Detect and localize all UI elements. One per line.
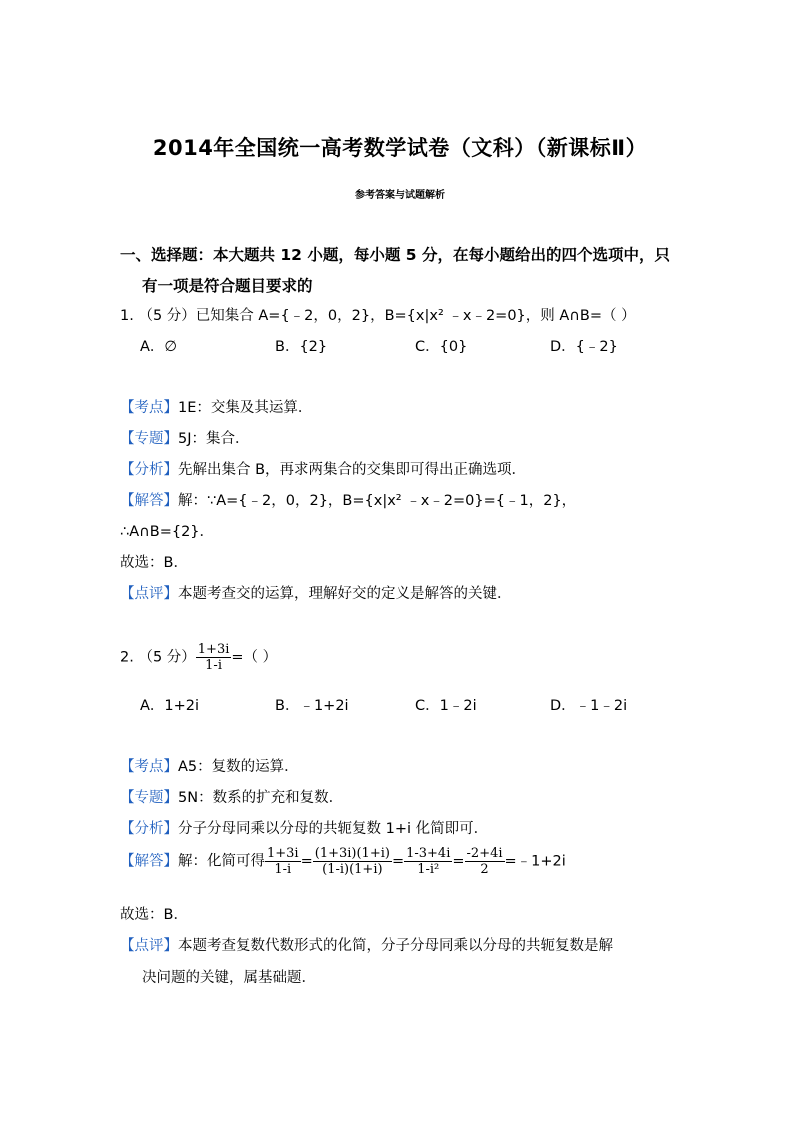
q2-f2-denominator: (1-i)(1+i) <box>322 862 383 877</box>
q1-stem: 1. （5 分）已知集合 A={﹣2，0，2}，B={x|x² ﹣x﹣2=0}，则 A∩B=（ ） <box>120 308 636 324</box>
q2-eq-1: = <box>300 853 313 870</box>
q2-f2-numerator: (1+3i)(1+i) <box>314 846 390 861</box>
q1-kaodian-tag: 【考点】 <box>120 400 178 416</box>
section-heading <box>120 240 700 302</box>
q1-answer: 故选：B． <box>120 555 188 571</box>
q2-stem-prefix: 2. （5 分） <box>120 649 196 666</box>
q2-jieda-prefix: 解：化简可得 <box>178 853 265 870</box>
q2-option-c: C．1﹣2i <box>415 698 477 714</box>
q1-option-b: B．{2} <box>275 339 328 355</box>
q1-option-c: C．{0} <box>415 339 468 355</box>
q1-fenxi-text: 先解出集合 B，再求两集合的交集即可得出正确选项． <box>178 462 527 478</box>
q2-f1-denominator: 1-i <box>274 862 292 877</box>
q2-option-a: A．1+2i <box>140 698 200 714</box>
q2-answer: 故选：B． <box>120 907 188 923</box>
q2-option-b: B．﹣1+2i <box>275 698 349 714</box>
q2-dianping <box>120 934 613 955</box>
q2-dianping-text: 本题考查复数代数形式的化简，分子分母同乘以分母的共轭复数是解 <box>178 938 613 954</box>
q2-zhuanti-text: 5N：数系的扩充和复数． <box>178 790 344 806</box>
q2-fraction-numerator: 1+3i <box>197 642 230 657</box>
q2-zhuanti <box>120 786 343 807</box>
q2-fraction <box>196 642 232 673</box>
q1-fenxi <box>120 458 526 479</box>
q1-jieda-line2: ∴A∩B={2}． <box>120 524 215 540</box>
q2-fenxi-text: 分子分母同乘以分母的共轭复数 1+i 化简即可． <box>178 821 489 837</box>
q2-jieda-fraction-2 <box>313 846 392 877</box>
q1-jieda-text: 解：∵A={﹣2，0，2}，B={x|x² ﹣x﹣2=0}={﹣1，2}， <box>178 493 577 509</box>
q1-option-d: D．{﹣2} <box>550 339 618 355</box>
q2-fenxi-tag: 【分析】 <box>120 821 178 837</box>
q2-kaodian <box>120 755 299 776</box>
q2-jieda-fraction-3 <box>404 846 452 877</box>
q2-kaodian-tag: 【考点】 <box>120 759 178 775</box>
q2-f4-numerator: -2+4i <box>466 846 503 861</box>
q2-eq-3: = <box>452 853 465 870</box>
page-title: 2014年全国统一高考数学试卷（文科）（新课标Ⅱ） <box>152 136 648 160</box>
q1-dianping-tag: 【点评】 <box>120 586 178 602</box>
q2-kaodian-text: A5：复数的运算． <box>178 759 299 775</box>
q1-dianping-text: 本题考查交的运算，理解好交的定义是解答的关键． <box>178 586 512 602</box>
q2-stem <box>120 642 277 673</box>
section-heading-line2: 有一项是符合题目要求的 <box>142 277 313 295</box>
q1-zhuanti <box>120 427 250 448</box>
section-heading-line1: 一、选择题：本大题共 12 小题，每小题 5 分，在每小题给出的四个选项中，只 <box>120 246 670 264</box>
q2-fenxi <box>120 817 488 838</box>
q2-jieda <box>120 846 566 877</box>
q2-f3-denominator: 1-i² <box>417 862 440 877</box>
q2-jieda-tag: 【解答】 <box>120 853 178 870</box>
q2-stem-suffix: =（ ） <box>231 649 278 666</box>
q1-jieda-tag: 【解答】 <box>120 493 178 509</box>
q2-jieda-fraction-1 <box>265 846 301 877</box>
page-subtitle: 参考答案与试题解析 <box>355 190 445 201</box>
q2-jieda-result: =﹣1+2i <box>504 853 566 870</box>
q1-option-a: A．∅ <box>140 339 178 355</box>
q2-jieda-fraction-4 <box>465 846 505 877</box>
q1-kaodian <box>120 396 312 417</box>
q2-zhuanti-tag: 【专题】 <box>120 790 178 806</box>
q2-eq-2: = <box>391 853 405 870</box>
q2-fraction-denominator: 1-i <box>205 658 222 673</box>
q1-zhuanti-tag: 【专题】 <box>120 431 178 447</box>
q2-f3-numerator: 1-3+4i <box>406 846 451 861</box>
q1-fenxi-tag: 【分析】 <box>120 462 178 478</box>
q1-kaodian-text: 1E：交集及其运算． <box>178 400 313 416</box>
q2-dianping-line2: 决问题的关键，属基础题． <box>142 970 316 986</box>
q1-zhuanti-text: 5J：集合． <box>178 431 250 447</box>
q1-jieda <box>120 489 576 510</box>
q2-f1-numerator: 1+3i <box>267 846 299 861</box>
q2-dianping-tag: 【点评】 <box>120 938 178 954</box>
q2-option-d: D．﹣1﹣2i <box>550 698 628 714</box>
q1-dianping <box>120 582 512 603</box>
q2-f4-denominator: 2 <box>480 862 489 877</box>
